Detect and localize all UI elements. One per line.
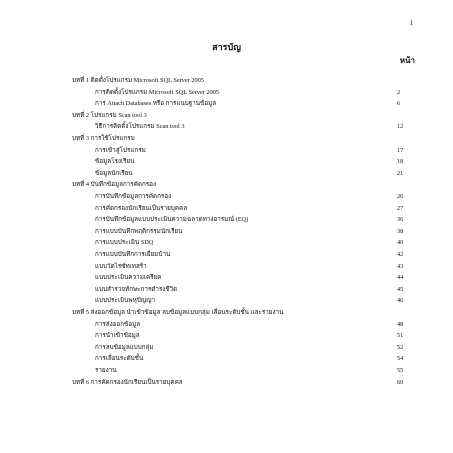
toc-entry-row (0, 272, 453, 283)
toc-page-number: 51 (397, 332, 404, 340)
toc-entry-row (0, 284, 453, 295)
toc-page-number: 52 (397, 343, 404, 351)
toc-page-number: 45 (397, 285, 404, 293)
toc-entry-row (0, 156, 453, 167)
toc-page-number: 12 (397, 123, 404, 131)
toc-entry-row (0, 237, 453, 248)
toc-entry-title: การติดตั้งโปรแกรม Microsoft SQL Server 2005 (95, 88, 220, 96)
toc-entry-row (0, 330, 453, 341)
toc-chapter-title: บทที่ 3 การใช้โปรแกรม (72, 135, 135, 142)
toc-page-number: 55 (397, 367, 404, 374)
toc-page-number: 60 (397, 378, 404, 386)
toc-entry-row (0, 87, 453, 98)
toc-page-number: 27 (397, 204, 404, 212)
toc-entry-title: การแบบบันทึกการเยี่ยมบ้าน (95, 251, 171, 258)
toc-page-number: 46 (397, 297, 404, 305)
toc-chapter-row (0, 307, 453, 318)
toc-entry-title: การบันทึกข้อมูลการคัดกรอง (95, 193, 172, 200)
toc-page-number: 38 (397, 227, 404, 235)
toc-entry-row (0, 261, 453, 272)
toc-entry-row (0, 353, 453, 364)
toc-chapter-title: บทที่ 5 ส่งออกข้อมูล นำเข้าข้อมูล ลบข้อมูลแบบกลุ่ม เลื่อนระดับชั้น และรายงาน (72, 309, 284, 316)
toc-page-number: 54 (397, 355, 404, 363)
toc-entry-title: การแบบบันทึกพฤติกรรมนักเรียน (95, 227, 183, 235)
toc-chapter-row (0, 377, 453, 388)
toc-entry-title: ข้อมูลโรงเรียน (95, 158, 135, 166)
toc-chapter-title: บทที่ 4 บันทึกข้อมูลการคัดกรอง (72, 181, 157, 189)
toc-chapter-title: บทที่ 1 ติดตั้งโปรแกรม Microsoft SQL Server 2005 (72, 77, 204, 84)
toc-entry-title: การเข้าสู่โปรแกรม (95, 146, 146, 154)
toc-entry-title: แบบประเมินพหุปัญญา (95, 297, 155, 305)
toc-entry-title: การลบข้อมูลแบบกลุ่ม (95, 343, 154, 351)
toc-entry-row (0, 191, 453, 202)
toc-chapter-row (0, 110, 453, 121)
toc-entry-title: รายงาน (95, 367, 117, 374)
toc-page-number: 6 (397, 100, 401, 108)
toc-entry-row (0, 342, 453, 353)
toc-entry-title: แบบวัดไรซ์ทเทสร้า (95, 262, 147, 270)
toc-chapter-title: บทที่ 6 การคัดกรองนักเรียนเป็นรายบุคคล (72, 378, 183, 386)
toc-entry-row (0, 145, 453, 156)
toc-entry-title: วิธีการติดตั้งโปรแกรม Scan tool 3 (95, 123, 185, 131)
toc-page-number: 40 (397, 239, 404, 247)
toc-entry-row (0, 214, 453, 225)
toc-entry-title: การเลื่อนระดับชั้น (95, 355, 144, 363)
toc-page-number: 2 (397, 88, 401, 96)
toc-entry-row (0, 226, 453, 237)
toc-chapter-row (0, 75, 453, 86)
toc-entry-title: ข้อมูลนักเรียน (95, 169, 133, 177)
toc-entry-title: การส่งออกข้อมูล (95, 320, 141, 328)
toc-entry-row (0, 295, 453, 306)
toc-page-number: 18 (397, 158, 404, 166)
toc-page-number: 17 (397, 146, 404, 154)
toc-chapter-row (0, 133, 453, 144)
toc-page-number: 44 (397, 274, 404, 282)
toc-page-number: 43 (397, 262, 404, 270)
toc-entry-title: การ Attach Databases หรือ การแนบฐานข้อมูล (95, 100, 217, 108)
toc-chapter-row (0, 179, 453, 190)
toc-entry-title: การคัดกรองนักเรียนเป็นรายบุคคล (95, 204, 188, 212)
toc-entry-row (0, 319, 453, 330)
toc-chapter-title: บทที่ 2 โปรแกรม Scan tool 3 (72, 111, 147, 119)
toc-page-number: 26 (397, 193, 404, 200)
toc-entry-row (0, 365, 453, 376)
toc-entry-row (0, 98, 453, 109)
toc-entry-title: การแบบประเมิน SDQ (95, 239, 154, 247)
toc-page-number: 36 (397, 216, 404, 224)
page-number: 1 (409, 19, 413, 27)
toc-entry-title: การนำเข้าข้อมูล (95, 332, 140, 340)
toc-entry-title: การบันทึกข้อมูลแบบประเมินความฉลาดทางอารมณ์ (EQ) (95, 216, 249, 224)
toc-entry-row (0, 168, 453, 179)
page-column-label: หน้า (399, 56, 415, 65)
toc-entry-title: แบบสำรวจทักษะการดำรงชีวิต (95, 285, 178, 293)
toc-entry-row (0, 121, 453, 132)
toc-page-number: 42 (397, 251, 404, 258)
toc-page-number: 21 (397, 169, 404, 177)
page-title: สารบัญ (212, 42, 241, 52)
toc-entry-row (0, 203, 453, 214)
toc-page-number: 48 (397, 320, 404, 328)
toc-entry-title: แบบประเมินความเครียด (95, 274, 162, 282)
toc-entry-row (0, 249, 453, 260)
